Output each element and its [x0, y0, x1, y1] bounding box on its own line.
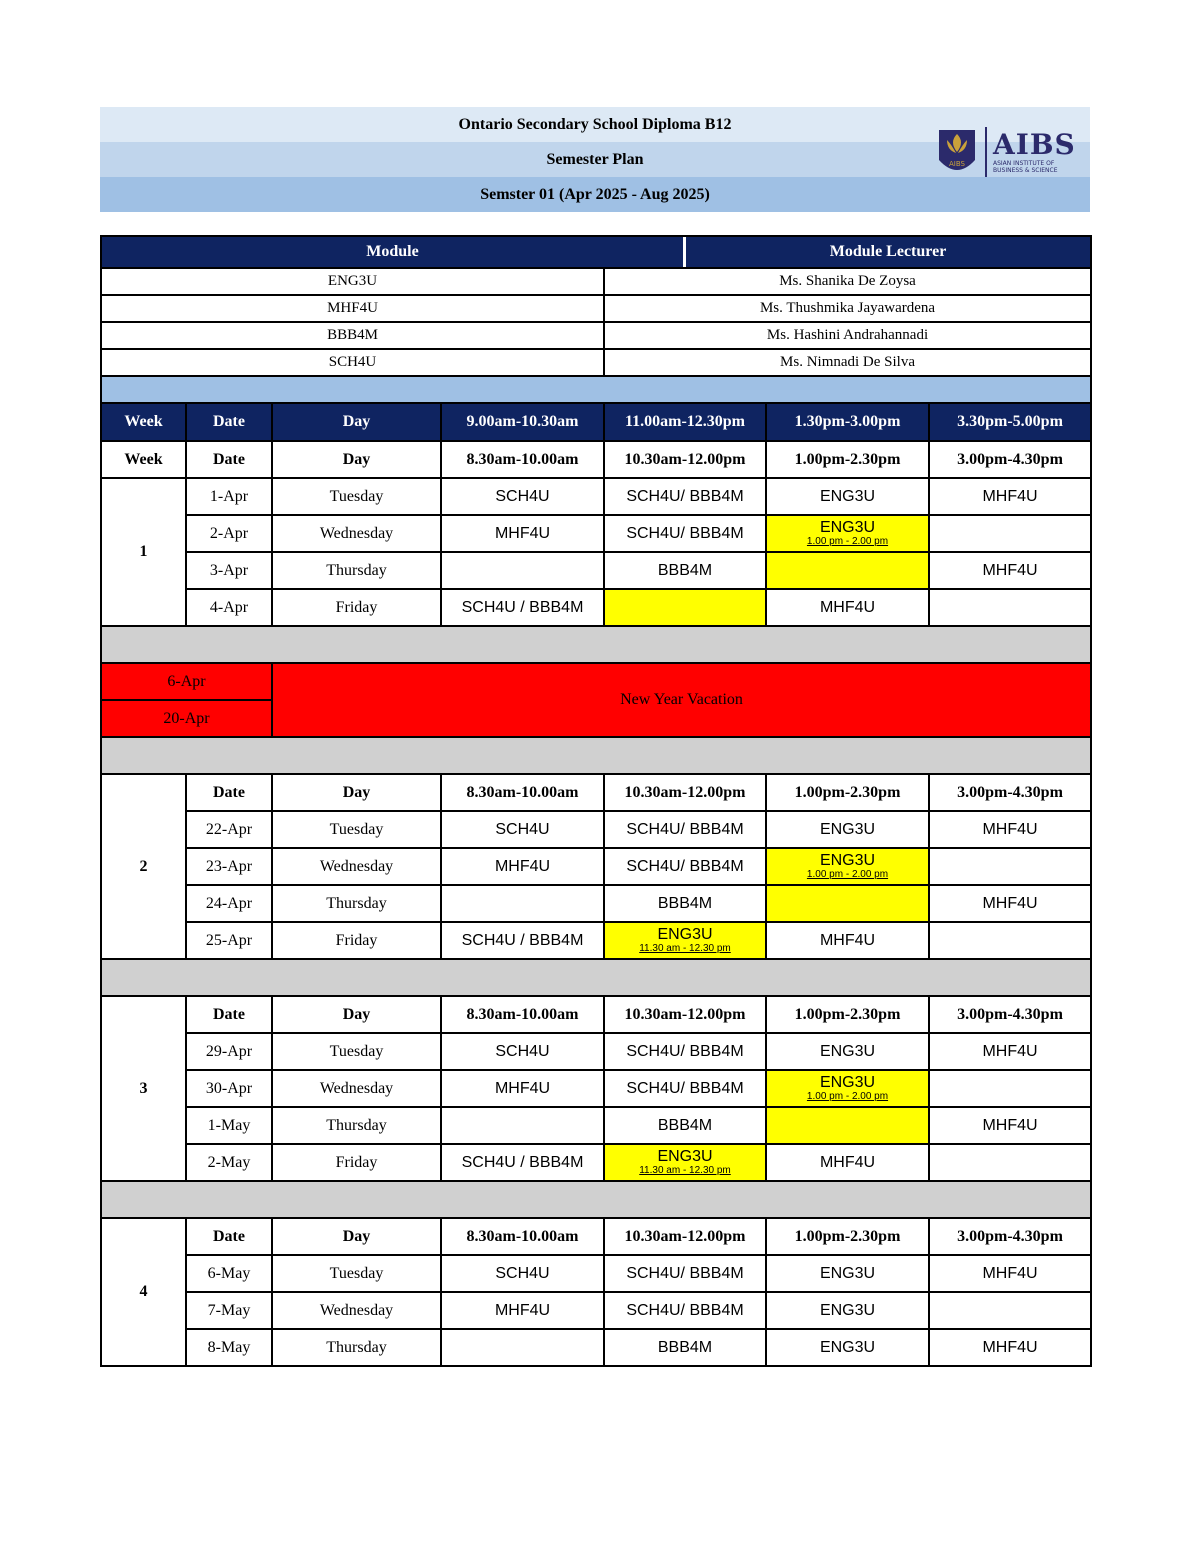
slot-s4	[929, 515, 1091, 552]
subheader-s2: 10.30am-12.00pm	[604, 774, 766, 811]
day-row	[101, 478, 1091, 515]
slot-module: ENG3U	[819, 519, 876, 536]
slot-s3	[766, 922, 929, 959]
slot-s3	[766, 1329, 929, 1366]
day-name: Wednesday	[272, 1070, 441, 1107]
day-row	[101, 515, 1091, 552]
slot-s1	[441, 1255, 604, 1292]
day-name: Friday	[272, 1144, 441, 1181]
slot-time-note: 1.00 pm - 2.00 pm	[806, 536, 889, 547]
slot-module: MHF4U	[982, 1339, 1038, 1356]
slot-s4	[929, 1329, 1091, 1366]
slot-s3	[766, 552, 929, 589]
day-date: 30-Apr	[186, 1070, 272, 1107]
week-number: 2	[101, 774, 186, 959]
subheader-s2: 10.30am-12.00pm	[604, 996, 766, 1033]
logo-sub-line2: BUSINESS & SCIENCE	[993, 167, 1058, 174]
aibs-logo	[935, 118, 1085, 186]
slot-s2	[604, 811, 766, 848]
slot-s4	[929, 589, 1091, 626]
schedule-header-row	[101, 403, 1091, 441]
subheader-s2: 10.30am-12.00pm	[604, 1218, 766, 1255]
module-row	[101, 349, 1091, 376]
vacation-label: New Year Vacation	[272, 663, 1091, 737]
slot-time-note: 1.00 pm - 2.00 pm	[806, 869, 889, 880]
subheader-s3: 1.00pm-2.30pm	[766, 774, 929, 811]
subheader-day: Day	[272, 1218, 441, 1255]
slot-s4	[929, 1144, 1091, 1181]
lotus-emblem-icon	[935, 122, 979, 182]
slot-s4	[929, 1070, 1091, 1107]
day-row	[101, 1255, 1091, 1292]
slot-s4	[929, 478, 1091, 515]
slot-module: SCH4U/ BBB4M	[626, 525, 744, 542]
slot-module: SCH4U / BBB4M	[461, 599, 584, 616]
module-code: SCH4U	[101, 349, 604, 376]
module-row	[101, 322, 1091, 349]
slot-module: MHF4U	[982, 1265, 1038, 1282]
slot-module: ENG3U	[657, 1148, 713, 1165]
day-name: Thursday	[272, 885, 441, 922]
slot-s2	[604, 589, 766, 626]
slot-s1	[441, 1292, 604, 1329]
header-s2: 11.00am-12.30pm	[604, 403, 766, 441]
module-code: ENG3U	[101, 268, 604, 295]
slot-s2	[604, 1070, 766, 1107]
slot-s3	[766, 1144, 929, 1181]
slot-s3	[766, 1033, 929, 1070]
slot-module: ENG3U	[819, 488, 876, 505]
week-number: 3	[101, 996, 186, 1181]
subheader-s4: 3.00pm-4.30pm	[929, 1218, 1091, 1255]
subheader-date: Date	[186, 1218, 272, 1255]
slot-s4	[929, 1033, 1091, 1070]
semester-label: Semster 01 (Apr 2025 - Aug 2025)	[480, 185, 710, 203]
slot-s2	[604, 922, 766, 959]
week-subheader-row	[101, 1218, 1091, 1255]
day-name: Thursday	[272, 1329, 441, 1366]
slot-module: SCH4U / BBB4M	[461, 932, 584, 949]
slot-module: MHF4U	[494, 858, 551, 875]
slot-time-note: 11.30 am - 12.30 pm	[639, 1165, 731, 1176]
slot-module: SCH4U	[495, 1265, 550, 1282]
slot-module: SCH4U	[495, 821, 550, 838]
slot-module: ENG3U	[657, 926, 713, 943]
day-row	[101, 1329, 1091, 1366]
slot-module: BBB4M	[657, 562, 713, 579]
separator-band	[101, 376, 1091, 403]
subheader-s4: 3.00pm-4.30pm	[929, 774, 1091, 811]
slot-s3	[766, 885, 929, 922]
slot-module: ENG3U	[819, 1265, 876, 1282]
module-lecturer: Ms. Hashini Andrahannadi	[604, 322, 1091, 349]
subheader-s1: 8.30am-10.00am	[441, 441, 604, 478]
slot-s2	[604, 1329, 766, 1366]
subheader-s4: 3.00pm-4.30pm	[929, 441, 1091, 478]
week-separator	[101, 1181, 1091, 1218]
day-row	[101, 1033, 1091, 1070]
slot-s1	[441, 1107, 604, 1144]
slot-module: SCH4U/ BBB4M	[626, 488, 744, 505]
module-code: BBB4M	[101, 322, 604, 349]
day-name: Wednesday	[272, 515, 441, 552]
slot-s2	[604, 515, 766, 552]
slot-module: MHF4U	[982, 895, 1038, 912]
slot-time-note: 11.30 am - 12.30 pm	[639, 943, 731, 954]
slot-module: SCH4U/ BBB4M	[626, 1302, 744, 1319]
subheader-s2: 10.30am-12.00pm	[604, 441, 766, 478]
slot-module: MHF4U	[982, 1043, 1038, 1060]
slot-module: MHF4U	[819, 599, 876, 616]
slot-s1	[441, 885, 604, 922]
semester-plan-table	[100, 235, 1092, 1367]
slot-s1	[441, 848, 604, 885]
slot-s1	[441, 922, 604, 959]
week-separator	[101, 737, 1091, 774]
module-lecturer: Ms. Nimnadi De Silva	[604, 349, 1091, 376]
slot-s2	[604, 1144, 766, 1181]
slot-module: MHF4U	[494, 1302, 551, 1319]
module-header-row	[101, 236, 1091, 268]
slot-s3	[766, 478, 929, 515]
day-date: 23-Apr	[186, 848, 272, 885]
subheader-s3: 1.00pm-2.30pm	[766, 1218, 929, 1255]
slot-module: MHF4U	[982, 1117, 1038, 1134]
subheader-day: Day	[272, 441, 441, 478]
day-row	[101, 1292, 1091, 1329]
day-row	[101, 848, 1091, 885]
header-date: Date	[186, 403, 272, 441]
slot-module: ENG3U	[819, 1339, 876, 1356]
subheader-date: Date	[186, 996, 272, 1033]
day-row	[101, 1144, 1091, 1181]
slot-module: SCH4U	[495, 1043, 550, 1060]
slot-s4	[929, 922, 1091, 959]
slot-module: BBB4M	[657, 1117, 713, 1134]
slot-module: ENG3U	[819, 1074, 876, 1091]
vacation-row	[101, 663, 1091, 700]
day-date: 29-Apr	[186, 1033, 272, 1070]
subheader-day: Day	[272, 996, 441, 1033]
slot-s3	[766, 515, 929, 552]
week-separator	[101, 626, 1091, 663]
day-name: Thursday	[272, 552, 441, 589]
slot-s1	[441, 1329, 604, 1366]
day-row	[101, 1070, 1091, 1107]
slot-module: ENG3U	[819, 852, 876, 869]
slot-module: ENG3U	[819, 1043, 876, 1060]
slot-s4	[929, 1292, 1091, 1329]
slot-module: MHF4U	[982, 562, 1038, 579]
slot-module: MHF4U	[819, 932, 876, 949]
day-name: Thursday	[272, 1107, 441, 1144]
day-name: Tuesday	[272, 1255, 441, 1292]
slot-s4	[929, 885, 1091, 922]
subheader-date: Date	[186, 774, 272, 811]
slot-module: SCH4U/ BBB4M	[626, 858, 744, 875]
logo-wordmark: AIBS	[993, 128, 1076, 161]
slot-module: SCH4U/ BBB4M	[626, 1265, 744, 1282]
week-number: 1	[101, 478, 186, 626]
day-date: 24-Apr	[186, 885, 272, 922]
module-row	[101, 295, 1091, 322]
slot-s1	[441, 1070, 604, 1107]
subheader-s3: 1.00pm-2.30pm	[766, 996, 929, 1033]
slot-s3	[766, 811, 929, 848]
header-s1: 9.00am-10.30am	[441, 403, 604, 441]
document-title: Ontario Secondary School Diploma B12	[458, 115, 732, 133]
slot-s4	[929, 1255, 1091, 1292]
slot-module: SCH4U/ BBB4M	[626, 1080, 744, 1097]
slot-s2	[604, 1255, 766, 1292]
slot-s1	[441, 811, 604, 848]
day-date: 1-Apr	[186, 478, 272, 515]
slot-module: MHF4U	[819, 1154, 876, 1171]
slot-s3	[766, 1255, 929, 1292]
day-name: Tuesday	[272, 811, 441, 848]
slot-s2	[604, 848, 766, 885]
day-name: Friday	[272, 589, 441, 626]
subheader-day: Day	[272, 774, 441, 811]
day-date: 7-May	[186, 1292, 272, 1329]
day-row	[101, 885, 1091, 922]
slot-module: BBB4M	[657, 1339, 713, 1356]
day-row	[101, 922, 1091, 959]
day-name: Tuesday	[272, 478, 441, 515]
subheader-s4: 3.00pm-4.30pm	[929, 996, 1091, 1033]
week-subheader-row	[101, 774, 1091, 811]
day-row	[101, 811, 1091, 848]
slot-s2	[604, 885, 766, 922]
slot-s2	[604, 552, 766, 589]
day-date: 22-Apr	[186, 811, 272, 848]
slot-s2	[604, 1107, 766, 1144]
document-subtitle: Semester Plan	[546, 150, 644, 168]
module-lecturer: Ms. Thushmika Jayawardena	[604, 295, 1091, 322]
slot-s3	[766, 1292, 929, 1329]
module-code: MHF4U	[101, 295, 604, 322]
subheader-week: Week	[101, 441, 186, 478]
week-separator	[101, 959, 1091, 996]
module-row	[101, 268, 1091, 295]
header-s3: 1.30pm-3.00pm	[766, 403, 929, 441]
day-name: Tuesday	[272, 1033, 441, 1070]
week-number: 4	[101, 1218, 186, 1366]
subheader-s3: 1.00pm-2.30pm	[766, 441, 929, 478]
slot-module: SCH4U/ BBB4M	[626, 1043, 744, 1060]
day-date: 25-Apr	[186, 922, 272, 959]
slot-s4	[929, 848, 1091, 885]
slot-module: ENG3U	[819, 821, 876, 838]
slot-module: SCH4U / BBB4M	[461, 1154, 584, 1171]
subheader-s1: 8.30am-10.00am	[441, 774, 604, 811]
vacation-end-date: 20-Apr	[101, 700, 272, 737]
header-day: Day	[272, 403, 441, 441]
schedule-subheader-row	[101, 441, 1091, 478]
slot-module: SCH4U/ BBB4M	[626, 821, 744, 838]
slot-module: MHF4U	[494, 525, 551, 542]
day-name: Friday	[272, 922, 441, 959]
logo-sub-line1: ASIAN INSTITUTE OF	[993, 160, 1055, 167]
slot-s4	[929, 1107, 1091, 1144]
header-week: Week	[101, 403, 186, 441]
day-row	[101, 1107, 1091, 1144]
subheader-s1: 8.30am-10.00am	[441, 996, 604, 1033]
slot-s1	[441, 589, 604, 626]
subheader-s1: 8.30am-10.00am	[441, 1218, 604, 1255]
vacation-start-date: 6-Apr	[101, 663, 272, 700]
slot-s1	[441, 515, 604, 552]
day-date: 8-May	[186, 1329, 272, 1366]
slot-module: ENG3U	[819, 1302, 876, 1319]
slot-s3	[766, 1070, 929, 1107]
slot-module: SCH4U	[495, 488, 550, 505]
day-date: 2-Apr	[186, 515, 272, 552]
day-date: 3-Apr	[186, 552, 272, 589]
day-row	[101, 589, 1091, 626]
day-date: 6-May	[186, 1255, 272, 1292]
slot-module: MHF4U	[494, 1080, 551, 1097]
slot-s2	[604, 1033, 766, 1070]
emblem-text: AIBS	[949, 160, 965, 168]
day-name: Wednesday	[272, 848, 441, 885]
day-date: 2-May	[186, 1144, 272, 1181]
slot-s2	[604, 1292, 766, 1329]
slot-module: MHF4U	[982, 821, 1038, 838]
day-date: 4-Apr	[186, 589, 272, 626]
slot-s3	[766, 589, 929, 626]
slot-s1	[441, 478, 604, 515]
slot-s4	[929, 811, 1091, 848]
slot-s3	[766, 848, 929, 885]
header-s4: 3.30pm-5.00pm	[929, 403, 1091, 441]
slot-s1	[441, 1144, 604, 1181]
subheader-date: Date	[186, 441, 272, 478]
slot-s2	[604, 478, 766, 515]
slot-s4	[929, 552, 1091, 589]
day-date: 1-May	[186, 1107, 272, 1144]
slot-module: MHF4U	[982, 488, 1038, 505]
slot-s1	[441, 1033, 604, 1070]
slot-module: BBB4M	[657, 895, 713, 912]
module-column-header: Module	[366, 243, 419, 260]
module-lecturer: Ms. Shanika De Zoysa	[604, 268, 1091, 295]
slot-s3	[766, 1107, 929, 1144]
day-name: Wednesday	[272, 1292, 441, 1329]
slot-time-note: 1.00 pm - 2.00 pm	[806, 1091, 889, 1102]
slot-s1	[441, 552, 604, 589]
lecturer-column-header: Module Lecturer	[829, 243, 947, 260]
day-row	[101, 552, 1091, 589]
week-subheader-row	[101, 996, 1091, 1033]
